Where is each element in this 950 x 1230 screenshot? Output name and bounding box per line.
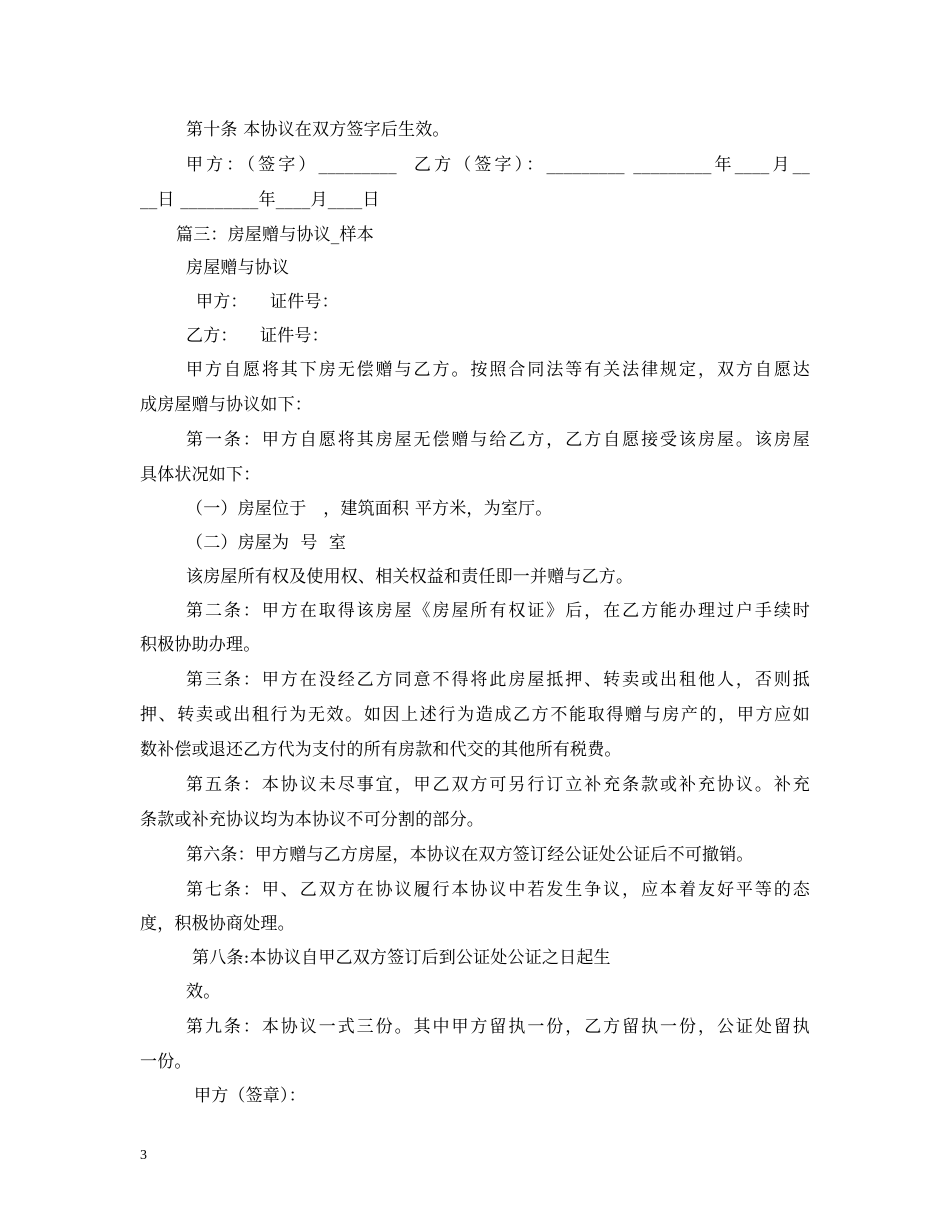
party-a-seal-line: 甲方（签章）： xyxy=(194,1086,306,1106)
signature-line: 甲方：（签字）_________ 乙方（签字）：_________ _________年____月__ xyxy=(186,155,810,175)
clause-1-line-2: 具体状况如下： xyxy=(140,465,261,485)
clause-1-item-1: （一）房屋位于 ，建筑面积 平方米，为室厅。 xyxy=(186,499,553,519)
clause-7-line-2: 度，积极协商处理。 xyxy=(140,914,295,934)
signature-date-line: __日 _________年____月____日 xyxy=(140,190,380,210)
clause-7-line-1: 第七条：甲、乙双方在协议履行本协议中若发生争议，应本着友好平等的态 xyxy=(186,880,810,900)
page-number: 3 xyxy=(140,1148,147,1163)
party-a-line: 甲方： 证件号： xyxy=(196,292,339,312)
clause-9-line-2: 一份。 xyxy=(140,1052,192,1072)
clause-3-line-2: 押、转卖或出租行为无效。如因上述行为造成乙方不能取得赠与房产的，甲方应如 xyxy=(140,705,810,725)
clause-8-line-2: 效。 xyxy=(186,982,221,1002)
intro-paragraph-line-1: 甲方自愿将其下房无偿赠与乙方。按照合同法等有关法律规定，双方自愿达 xyxy=(186,360,810,380)
party-b-line: 乙方： 证件号： xyxy=(186,326,329,346)
clause-1-item-2: （二）房屋为 号 室 xyxy=(186,533,347,553)
ownership-transfer-line: 该房屋所有权及使用权、相关权益和责任即一并赠与乙方。 xyxy=(186,567,634,587)
clause-10: 第十条 本协议在双方签字后生效。 xyxy=(186,120,450,140)
section-heading: 篇三：房屋赠与协议_样本 xyxy=(176,225,374,245)
clause-5-line-1: 第五条：本协议未尽事宜，甲乙双方可另行订立补充条款或补充协议。补充 xyxy=(186,775,810,795)
clause-9-line-1: 第九条：本协议一式三份。其中甲方留执一份，乙方留执一份，公证处留执 xyxy=(186,1017,810,1037)
clause-2-line-1: 第二条：甲方在取得该房屋《房屋所有权证》后，在乙方能办理过户手续时 xyxy=(186,601,810,621)
clause-3-line-1: 第三条：甲方在没经乙方同意不得将此房屋抵押、转卖或出租他人，否则抵 xyxy=(186,670,810,690)
clause-2-line-2: 积极协助办理。 xyxy=(140,635,261,655)
intro-paragraph-line-2: 成房屋赠与协议如下： xyxy=(140,395,312,415)
clause-8-line-1: 第八条:本协议自甲乙双方签订后到公证处公证之日起生 xyxy=(192,948,611,968)
clause-1-line-1: 第一条：甲方自愿将其房屋无偿赠与给乙方，乙方自愿接受该房屋。该房屋 xyxy=(186,430,810,450)
clause-6: 第六条：甲方赠与乙方房屋，本协议在双方签订经公证处公证后不可撤销。 xyxy=(186,845,754,865)
agreement-title: 房屋赠与协议 xyxy=(186,258,290,278)
clause-3-line-3: 数补偿或退还乙方代为支付的所有房款和代交的其他所有税费。 xyxy=(140,740,622,760)
clause-5-line-2: 条款或补充协议均为本协议不可分割的部分。 xyxy=(140,810,484,830)
